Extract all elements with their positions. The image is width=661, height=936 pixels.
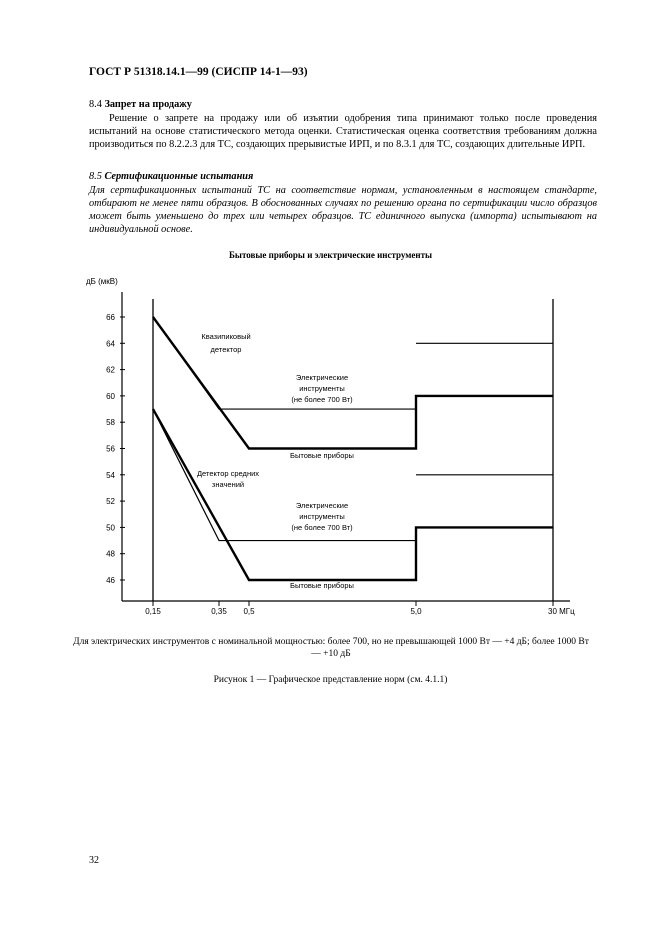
section-8-4-text: Решение о запрете на продажу или об изъятии одобрения типа принимают только после проведения испытаний на основе статистического метода оценки. Статистическая оценка соответствия требованиям должна производиться по 8.2.2.3 для ТС, создающих прерывистые ИРП, и по 8.3.1 для ТС, создающих длительные ИРП. bbox=[89, 113, 597, 150]
section-number: 8.5 bbox=[89, 171, 102, 182]
y-tick-label: 62 bbox=[106, 365, 115, 375]
y-axis-label: дБ (мкВ) bbox=[86, 277, 118, 286]
y-tick-label: 54 bbox=[106, 470, 115, 480]
chart-series bbox=[153, 317, 553, 580]
y-tick-label: 58 bbox=[106, 418, 115, 428]
section-title: Сертификационные испытания bbox=[104, 171, 254, 182]
annotation-qp-household: Бытовые приборы bbox=[290, 451, 354, 460]
annotation-qp-tools: Электрические bbox=[295, 373, 349, 382]
y-tick-label: 64 bbox=[106, 339, 115, 349]
x-tick-label: 5,0 bbox=[410, 607, 422, 616]
annotation-qp-detector: детектор bbox=[210, 345, 242, 354]
annotation-avg-tools: (не более 700 Вт) bbox=[291, 523, 353, 532]
y-tick-label: 50 bbox=[106, 523, 115, 533]
chart-title: Бытовые приборы и электрические инструменты bbox=[228, 250, 433, 260]
figure-note: Для электрических инструментов с номинальной мощностью: более 700, но не превышающей 1000 Вт — +4 дБ; более 1000 Вт — +10 дБ bbox=[73, 637, 589, 659]
annotation-avg-household: Бытовые приборы bbox=[290, 581, 354, 590]
y-tick-label: 56 bbox=[106, 444, 115, 454]
section-number: 8.4 bbox=[89, 99, 102, 110]
chart-annotations bbox=[197, 332, 354, 590]
y-tick-label: 46 bbox=[106, 576, 115, 585]
x-tick-label: 30 МГц bbox=[548, 607, 575, 616]
annotation-avg-detector: Детектор средних bbox=[196, 469, 260, 478]
x-tick-label: 0,35 bbox=[211, 607, 227, 616]
y-tick-label: 52 bbox=[106, 497, 115, 507]
section-8-5-body: Для сертификационных испытаний ТС на соответствие нормам, установленным в настоящем стандарте, отбирают не менее пяти образцов. В обоснованных случаях по решению органа по сертификации число образцов может быть уменьшено до трех или четырех образцов. ТС единичного выпуска (импорта) испытывают на индивидуальной основе. bbox=[89, 185, 597, 235]
series-line-5 bbox=[153, 409, 553, 580]
annotation-avg-tools: инструменты bbox=[299, 512, 345, 521]
y-tick-label: 60 bbox=[106, 391, 115, 401]
x-tick-label: 0,5 bbox=[243, 607, 255, 616]
annotation-qp-detector: Квазипиковый bbox=[201, 332, 251, 341]
section-title: Запрет на продажу bbox=[104, 99, 192, 110]
figure-caption: Рисунок 1 — Графическое представление норм (см. 4.1.1) bbox=[213, 675, 448, 685]
page-number: 32 bbox=[89, 855, 99, 866]
annotation-avg-tools: Электрические bbox=[295, 501, 349, 510]
annotation-qp-tools: инструменты bbox=[299, 384, 345, 393]
chart-ticks bbox=[106, 313, 575, 616]
annotation-qp-tools: (не более 700 Вт) bbox=[291, 395, 353, 404]
y-tick-label: 48 bbox=[106, 549, 115, 559]
x-tick-label: 0,15 bbox=[145, 607, 161, 616]
document-header: ГОСТ Р 51318.14.1—99 (СИСПР 14-1—93) bbox=[89, 66, 308, 78]
annotation-avg-detector: значений bbox=[211, 480, 245, 489]
y-tick-label: 66 bbox=[106, 313, 115, 322]
